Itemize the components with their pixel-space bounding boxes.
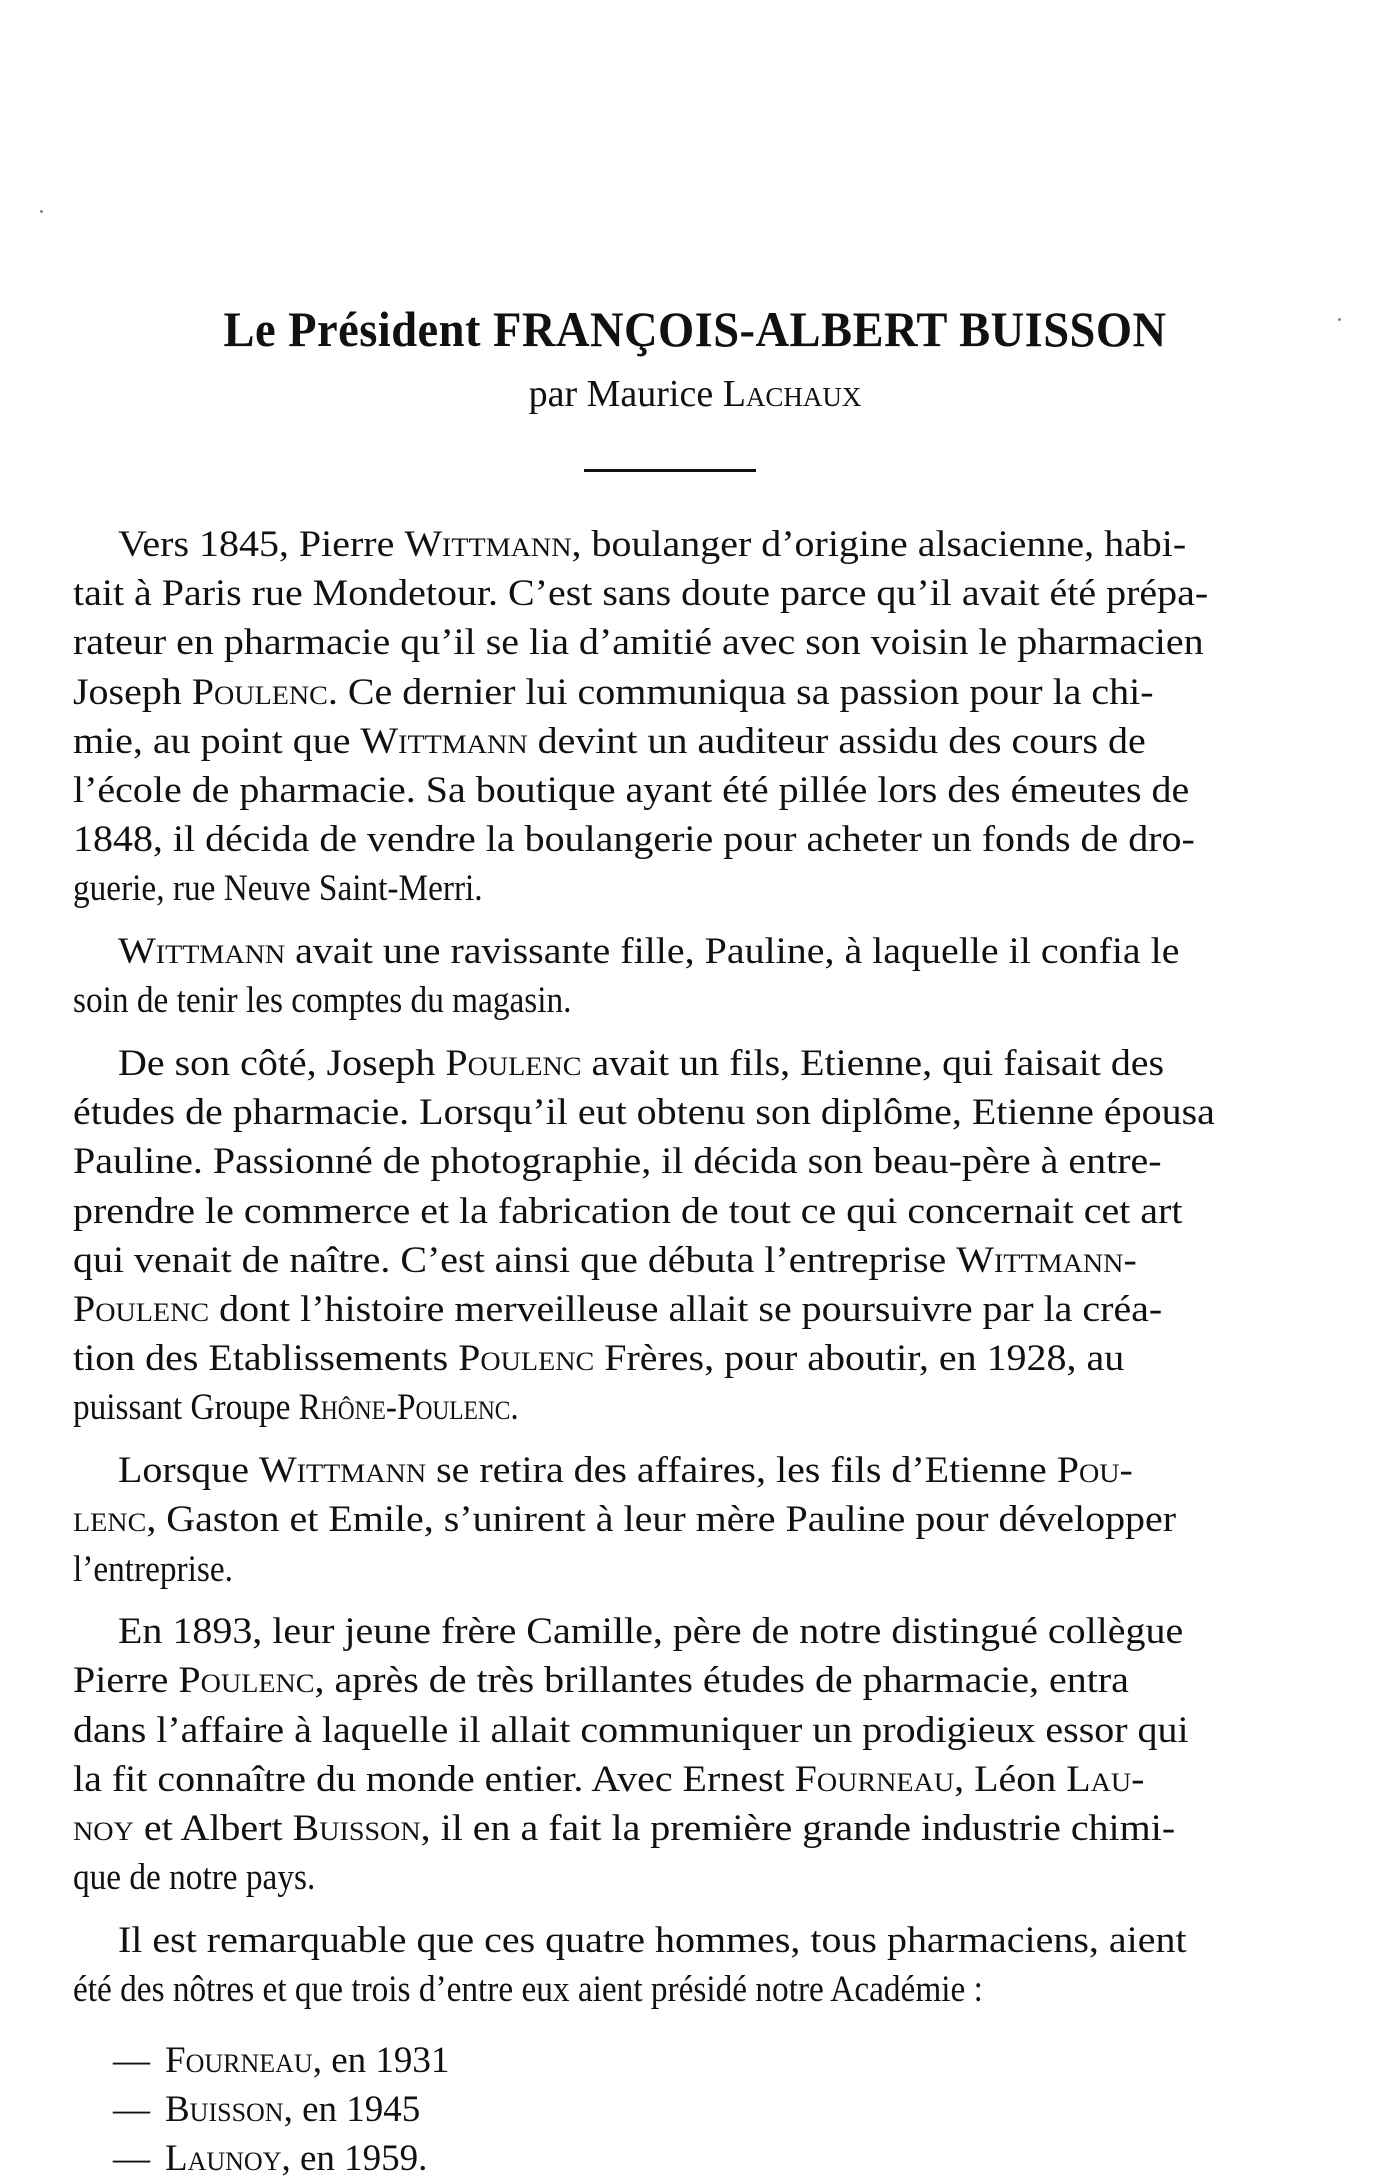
- text-line: Il est remarquable que ces quatre hommes, tous pharmaciens, aient: [118, 1919, 1187, 1961]
- small-caps-name: Poulenc: [396, 1387, 511, 1429]
- list-dash: —: [113, 2089, 150, 2130]
- president-list-item: [113, 2134, 427, 2183]
- text-line: Pierre Poulenc, après de très brillantes études de pharmacie, entra: [73, 1660, 1129, 1702]
- small-caps-name: Fourneau: [794, 1758, 955, 1800]
- small-caps-name: Poulenc: [73, 1289, 210, 1330]
- text-line: guerie, rue Neuve Saint-Merri.: [73, 868, 483, 910]
- small-caps-name: Wittmann: [360, 720, 528, 762]
- text-line: 1848, il décida de vendre la boulangerie pour acheter un fonds de dro-: [73, 819, 1195, 861]
- scan-speck: [40, 210, 43, 213]
- text-line: De son côté, Joseph Poulenc avait un fils, Etienne, qui faisait des: [118, 1043, 1165, 1084]
- text-line: Pauline. Passionné de photographie, il décida son beau-père à entre-: [73, 1141, 1162, 1183]
- text-line: dans l’affaire à laquelle il allait communiquer un prodigieux essor qui: [73, 1709, 1189, 1751]
- text-line: la fit connaître du monde entier. Avec Ernest Fourneau, Léon Lau-: [73, 1758, 1145, 1800]
- text-line: Wittmann avait une ravissante fille, Pauline, à laquelle il confia le: [118, 931, 1180, 973]
- president-name: Launoy: [165, 2138, 282, 2180]
- text-line: qui venait de naître. C’est ainsi que débuta l’entreprise Wittmann-: [73, 1239, 1137, 1281]
- text-line: Poulenc dont l’histoire merveilleuse allait se poursuivre par la créa-: [73, 1289, 1163, 1330]
- president-name: Fourneau: [165, 2039, 313, 2081]
- small-caps-name: Poulenc: [178, 1660, 315, 1702]
- title-divider: [584, 469, 756, 472]
- small-caps-name: Lau-: [1066, 1758, 1145, 1800]
- small-caps-name: Wittmann: [404, 524, 572, 565]
- president-list-item: [113, 2036, 449, 2085]
- text-line: tion des Etablissements Poulenc Frères, pour aboutir, en 1928, au: [73, 1338, 1125, 1380]
- text-line: Joseph Poulenc. Ce dernier lui communiqua sa passion pour la chi-: [73, 671, 1154, 713]
- president-year: , en 1945: [283, 2089, 421, 2130]
- text-line: mie, au point que Wittmann devint un auditeur assidu des cours de: [73, 720, 1146, 762]
- small-caps-name: Wittmann: [956, 1239, 1124, 1281]
- small-caps-name: Wittmann: [258, 1450, 427, 1492]
- text-line: rateur en pharmacie qu’il se lia d’amitié avec son voisin le pharmacien: [73, 622, 1204, 664]
- text-line: été des nôtres et que trois d’entre eux aient présidé notre Académie :: [73, 1969, 983, 2011]
- text-line: En 1893, leur jeune frère Camille, père de notre distingué collègue: [118, 1611, 1184, 1653]
- president-year: , en 1931: [312, 2039, 450, 2081]
- president-year: , en 1959.: [281, 2138, 428, 2180]
- small-caps-name: Poulenc: [458, 1338, 595, 1380]
- small-caps-name: noy: [73, 1808, 134, 1849]
- text-line: études de pharmacie. Lorsqu’il eut obtenu son diplôme, Etienne épousa: [73, 1092, 1215, 1134]
- text-line: puissant Groupe Rhône-Poulenc.: [73, 1387, 519, 1429]
- small-caps-name: Buisson: [292, 1808, 421, 1849]
- text-line: tait à Paris rue Mondetour. C’est sans doute parce qu’il avait été prépa-: [73, 573, 1209, 615]
- byline-author: Lachaux: [722, 373, 862, 415]
- small-caps-name: Wittmann: [118, 931, 286, 973]
- small-caps-name: lenc: [73, 1499, 147, 1541]
- text-line: soin de tenir les comptes du magasin.: [73, 980, 572, 1022]
- small-caps-name: Poulenc: [445, 1043, 582, 1084]
- text-line: noy et Albert Buisson, il en a fait la première grande industrie chimi-: [73, 1808, 1176, 1849]
- text-line: l’école de pharmacie. Sa boutique ayant été pillée lors des émeutes de: [73, 770, 1190, 811]
- text-line: lenc, Gaston et Emile, s’unirent à leur mère Pauline pour développer: [73, 1499, 1177, 1541]
- byline-prefix: par Maurice: [528, 373, 723, 415]
- small-caps-name: Rhône: [298, 1387, 386, 1429]
- president-name: Buisson: [165, 2089, 284, 2130]
- small-caps-name: Pou-: [1056, 1450, 1133, 1492]
- text-line: Vers 1845, Pierre Wittmann, boulanger d’origine alsacienne, habi-: [118, 524, 1187, 565]
- president-list-item: [113, 2085, 420, 2134]
- title-name: FRANÇOIS-ALBERT BUISSON: [492, 301, 1167, 357]
- text-line: que de notre pays.: [73, 1857, 316, 1899]
- small-caps-name: Poulenc: [191, 671, 328, 713]
- title-prefix: Le Président: [223, 301, 493, 357]
- article-title: [0, 300, 1390, 358]
- scan-speck: [1338, 318, 1341, 321]
- text-line: Lorsque Wittmann se retira des affaires, les fils d’Etienne Pou-: [118, 1450, 1133, 1492]
- byline: [0, 372, 1390, 416]
- text-line: l’entreprise.: [73, 1548, 233, 1590]
- text-line: prendre le commerce et la fabrication de tout ce qui concernait cet art: [73, 1190, 1183, 1232]
- list-dash: —: [113, 2039, 150, 2081]
- list-dash: —: [113, 2138, 150, 2180]
